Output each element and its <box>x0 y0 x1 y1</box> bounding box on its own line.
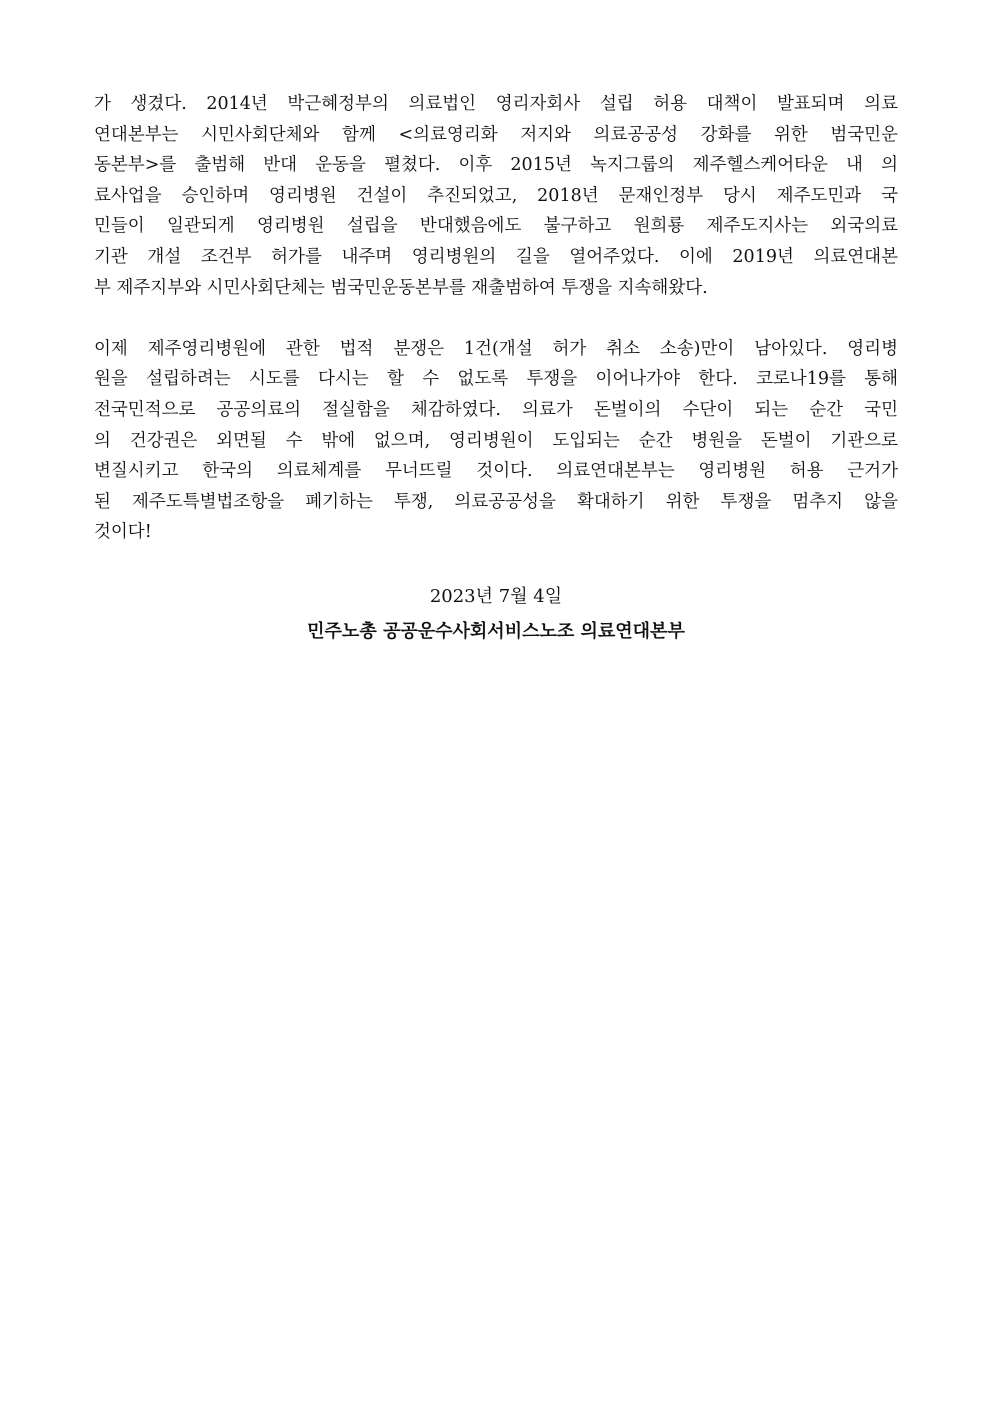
document-page <box>94 89 898 647</box>
closing-block <box>94 582 898 647</box>
text-line: 변질시키고 한국의 의료체계를 무너뜨릴 것이다. 의료연대본부는 영리병원 허용 근거가 <box>94 461 898 482</box>
text-line: 기관 개설 조건부 허가를 내주며 영리병원의 길을 열어주었다. 이에 2019년 의료연대본 <box>94 246 898 267</box>
text-line: 가 생겼다. 2014년 박근혜정부의 의료법인 영리자회사 설립 허용 대책이 발표되며 의료 <box>94 94 898 114</box>
text-line: 료사업을 승인하며 영리병원 건설이 추진되었고, 2018년 문재인정부 당시 제주도민과 국 <box>94 185 898 206</box>
text-line: 부 제주지부와 시민사회단체는 범국민운동본부를 재출범하여 투쟁을 지속해왔다. <box>94 277 708 298</box>
text-line: 의 건강권은 외면될 수 밖에 없으며, 영리병원이 도입되는 순간 병원을 돈벌이 기관으로 <box>94 430 898 451</box>
body-paragraph-2 <box>94 334 898 548</box>
body-paragraph-1 <box>94 89 898 303</box>
text-line: 민들이 일관되게 영리병원 설립을 반대했음에도 불구하고 원희룡 제주도지사는 외국의료 <box>94 216 898 237</box>
organization-signature: 민주노총 공공운수사회서비스노조 의료연대본부 <box>307 620 685 642</box>
text-line: 된 제주도특별법조항을 폐기하는 투쟁, 의료공공성을 확대하기 위한 투쟁을 멈추지 않을 <box>94 491 898 512</box>
text-line: 이제 제주영리병원에 관한 법적 분쟁은 1건(개설 허가 취소 소송)만이 남아있다. 영리병 <box>94 338 898 359</box>
text-line: 전국민적으로 공공의료의 절실함을 체감하였다. 의료가 돈벌이의 수단이 되는 순간 국민 <box>94 399 898 420</box>
text-line: 것이다! <box>94 522 152 543</box>
text-line: 원을 설립하려는 시도를 다시는 할 수 없도록 투쟁을 이어나가야 한다. 코로나19를 통해 <box>94 369 898 390</box>
text-line: 동본부>를 출범해 반대 운동을 펼쳤다. 이후 2015년 녹지그룹의 제주헬스케어타운 내 의 <box>94 155 898 176</box>
text-line: 연대본부는 시민사회단체와 함께 <의료영리화 저지와 의료공공성 강화를 위한 범국민운 <box>94 124 898 145</box>
statement-date: 2023년 7월 4일 <box>429 585 563 607</box>
